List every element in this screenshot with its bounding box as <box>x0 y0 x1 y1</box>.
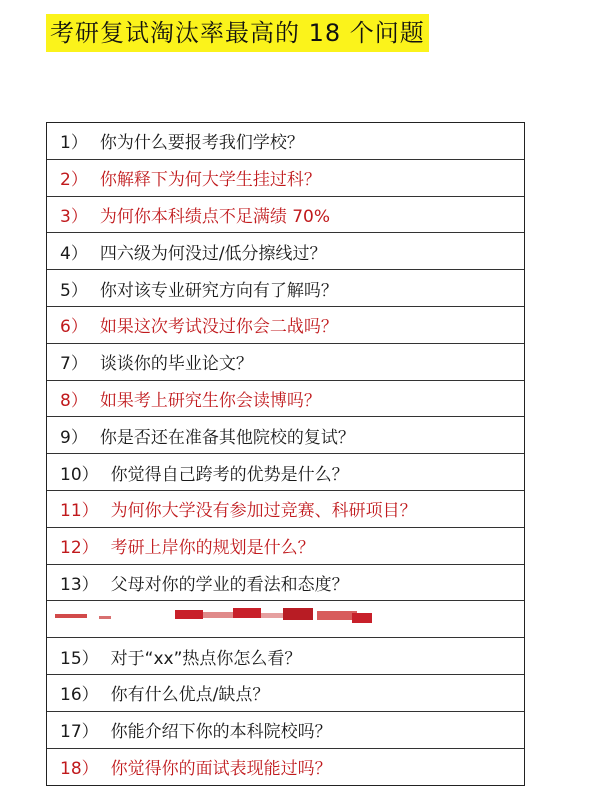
question-number: 10） <box>60 464 99 485</box>
question-text: 你解释下为何大学生挂过科？ <box>99 170 321 191</box>
question-number: 4） <box>60 243 88 264</box>
table-row <box>47 270 524 307</box>
question-table <box>46 122 525 786</box>
question-text: 考研上岸你的规划是什么？ <box>110 538 315 559</box>
table-row <box>47 417 524 454</box>
question-text: 你觉得你的面试表现能过吗？ <box>110 759 332 780</box>
question-number: 13） <box>60 574 99 595</box>
question-text: 对于“xx”热点你怎么看？ <box>110 648 302 669</box>
table-row <box>47 675 524 712</box>
question-text: 谈谈你的毕业论文？ <box>99 354 253 375</box>
table-row <box>47 160 524 197</box>
question-text: 你觉得自己跨考的优势是什么？ <box>110 464 349 485</box>
table-row <box>47 381 524 418</box>
table-row <box>47 528 524 565</box>
question-number: 11） <box>60 501 99 522</box>
question-text: 为何你本科绩点不足满绩 70% <box>99 206 331 227</box>
table-row <box>47 638 524 675</box>
question-number: 6） <box>60 317 88 338</box>
question-number: 16） <box>60 685 99 706</box>
table-row <box>47 233 524 270</box>
question-number: 7） <box>60 354 88 375</box>
question-text: 如果考上研究生你会读博吗？ <box>99 390 321 411</box>
question-number: 9） <box>60 427 88 448</box>
question-text: 四六级为何没过/低分擦线过？ <box>99 243 327 264</box>
table-row <box>47 454 524 491</box>
table-row <box>47 123 524 160</box>
table-row <box>47 307 524 344</box>
question-text: 你对该专业研究方向有了解吗？ <box>99 280 338 301</box>
question-text: 父母对你的学业的看法和态度？ <box>110 574 349 595</box>
question-text: 你是否还在准备其他院校的复试？ <box>99 427 355 448</box>
table-row <box>47 197 524 234</box>
table-row <box>47 749 524 786</box>
question-number: 5） <box>60 280 88 301</box>
question-text: 为何你大学没有参加过竞赛、科研项目？ <box>110 501 417 522</box>
question-text: 你为什么要报考我们学校？ <box>99 133 304 154</box>
table-row <box>47 344 524 381</box>
question-number: 2） <box>60 170 88 191</box>
table-row <box>47 491 524 528</box>
question-number: 1） <box>60 133 88 154</box>
question-number: 17） <box>60 722 99 743</box>
question-number: 3） <box>60 206 88 227</box>
table-row <box>47 565 524 602</box>
table-row-redacted <box>47 601 524 638</box>
question-number: 8） <box>60 390 88 411</box>
question-number: 18） <box>60 759 99 780</box>
page-title: 考研复试淘汰率最高的 18 个问题 <box>46 14 429 52</box>
question-number: 12） <box>60 538 99 559</box>
question-text: 你能介绍下你的本科院校吗？ <box>110 722 332 743</box>
question-number: 15） <box>60 648 99 669</box>
table-row <box>47 712 524 749</box>
question-text: 你有什么优点/缺点？ <box>110 685 270 706</box>
redacted-mosaic <box>47 601 524 637</box>
question-text: 如果这次考试没过你会二战吗？ <box>99 317 338 338</box>
